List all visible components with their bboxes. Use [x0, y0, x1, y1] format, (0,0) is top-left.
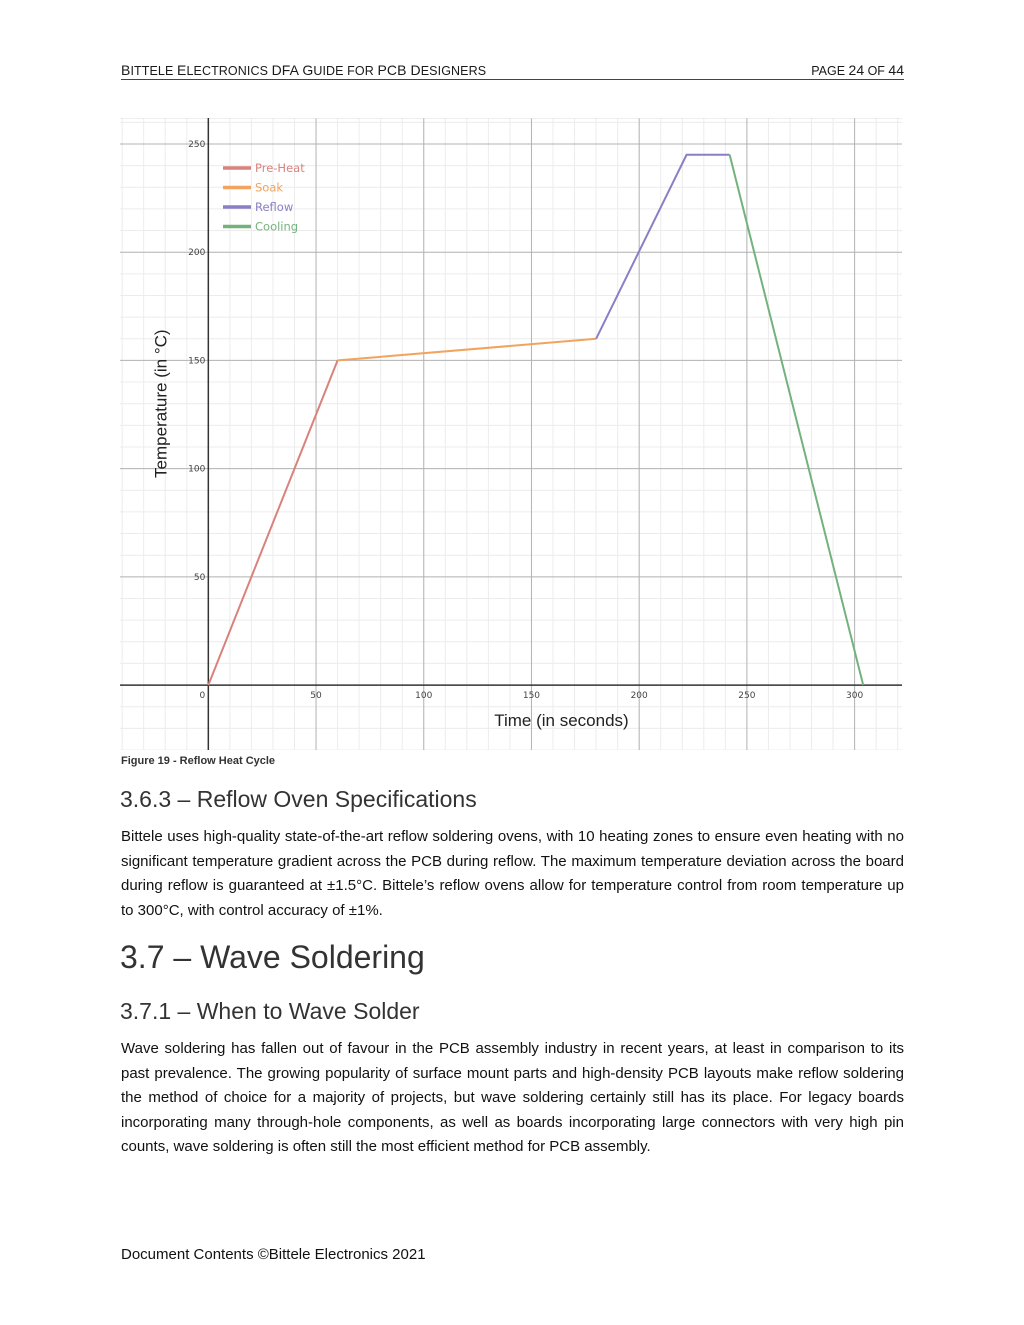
legend-label: Cooling — [255, 219, 299, 234]
title-part: DFA — [271, 62, 303, 78]
section-3-6-3-body: Bittele uses high-quality state-of-the-art reflow soldering ovens, with 10 heating zones to ensure even heating with no significant temperature gradient across the PCB during reflow. The maximum temperature deviation across the board during reflow is guaranteed at ±1.5°C. Bittele’s reflow ovens allow for temperature control from room temperature up to 300°C, with control accuracy of ±1%. — [121, 828, 904, 919]
x-tick-label: 50 — [310, 691, 322, 702]
y-axis-label: Temperature (in °C) — [151, 329, 171, 478]
section-3-7-1-title: 3.7.1 – When to Wave Solder — [120, 998, 420, 1024]
legend-label: Reflow — [255, 200, 294, 214]
x-tick-label: 250 — [738, 691, 756, 702]
title-part: PCB — [377, 62, 411, 78]
y-tick-label: 200 — [188, 248, 206, 259]
reflow-chart — [120, 118, 902, 750]
title-part: ITTELE — [130, 64, 177, 78]
figure-caption: Figure 19 - Reflow Heat Cycle — [121, 755, 276, 767]
document-title — [121, 62, 486, 78]
page-footer: Document Contents ©Bittele Electronics 2021 — [121, 1246, 426, 1263]
y-tick-label: 250 — [188, 139, 206, 150]
x-tick-label: 300 — [846, 691, 864, 702]
title-part: E — [177, 62, 187, 78]
section-3-7-title: 3.7 – Wave Soldering — [120, 939, 425, 975]
section-3-6-3-title: 3.6.3 – Reflow Oven Specifications — [120, 786, 477, 812]
title-part: LECTRONICS — [186, 64, 272, 78]
x-tick-label: 150 — [522, 691, 541, 702]
page-header — [121, 62, 904, 80]
x-tick-label: 0 — [199, 691, 206, 702]
title-part: G — [302, 62, 314, 78]
y-tick-label: 150 — [188, 356, 206, 367]
title-part: UIDE FOR — [313, 64, 378, 78]
title-part: D — [410, 62, 421, 78]
x-tick-label: 100 — [415, 691, 433, 702]
x-axis-label: Time (in seconds) — [494, 711, 629, 731]
legend-label: Pre-Heat — [255, 161, 305, 175]
page-number: PAGE 24 OF 44 — [811, 62, 904, 78]
y-tick-label: 50 — [193, 572, 206, 583]
title-part: B — [121, 62, 131, 78]
section-3-7-1-body: Wave soldering has fallen out of favour in the PCB assembly industry in recent years, at least in comparison to its past prevalence. The growing popularity of surface mount parts and high-density PCB layouts make reflow soldering the method of choice for a majority of projects, but wave soldering certainly still has its place. For legacy boards incorporating many through-hole components, as well as boards incorporating large connectors with very high pin counts, wave soldering is often still the most efficient method for PCB assembly. — [121, 1040, 904, 1156]
title-part: ESIGNERS — [420, 64, 487, 78]
plot-area — [120, 118, 902, 750]
x-tick-label: 200 — [630, 691, 648, 702]
y-tick-label: 100 — [188, 464, 206, 475]
legend-label: Soak — [255, 180, 284, 195]
